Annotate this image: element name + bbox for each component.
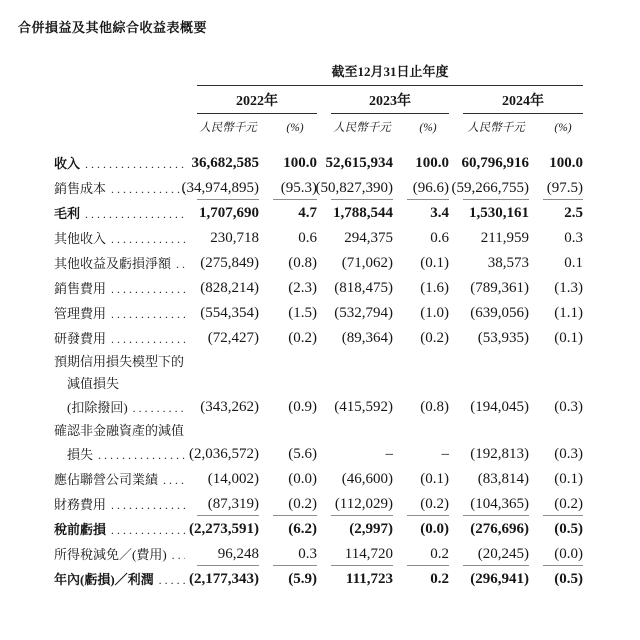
amount-cell [463,230,529,247]
cell-value: (192,813) [470,446,529,462]
cell-value: (14,002) [207,471,259,487]
amount-cell [197,280,259,297]
leader-dots [111,331,185,347]
row-label-cell [54,522,197,538]
cell-value: – [441,446,449,462]
amount-cell [197,305,259,322]
cell-value: (96.6) [412,180,449,196]
cell-value: 211,959 [480,230,529,246]
table-row [54,276,583,301]
amount-cell [331,305,393,322]
cell-value: 1,530,161 [469,205,529,221]
cell-value: 0.3 [298,546,317,562]
table-row [54,301,583,326]
percent-cell [543,330,583,347]
cell-value: (2,273,591) [189,521,259,537]
row-label: 其他收入 [54,230,107,246]
percent-cell [543,521,583,538]
row-label: 研發費用 [54,330,107,346]
amount-cell [331,446,393,463]
row-label-cell [54,497,197,513]
amount-cell [331,496,393,516]
table-row [54,226,583,251]
cell-value: (53,935) [477,330,529,346]
percent-cell [543,546,583,566]
amount-cell [197,496,259,516]
amount-cell [331,255,393,272]
table-row [54,151,583,176]
financial-table [54,64,583,592]
leader-dots [85,156,185,172]
cell-value: (71,062) [341,255,393,271]
percent-cell [273,496,317,516]
amount-cell [463,496,529,516]
leader-dots [111,281,185,297]
row-label-cell [54,331,197,347]
percent-cell [407,399,449,416]
percent-cell [543,571,583,588]
amount-cell [463,205,529,222]
cell-value: (0.1) [554,330,583,346]
amount-cell [463,280,529,297]
amount-cell [463,571,529,588]
row-label: 銷售費用 [54,280,107,296]
amount-cell [191,155,259,172]
cell-value: (0.0) [288,471,317,487]
percent-cell [543,446,583,463]
amount-cell [181,180,259,200]
percent-cell [273,230,317,247]
percent-cell [543,399,583,416]
period-header [197,64,583,86]
amount-cell [197,230,259,247]
cell-value: (0.1) [554,471,583,487]
cell-value: (34,974,895) [181,180,259,196]
row-label: 管理費用 [54,305,107,321]
cell-value: (0.0) [420,521,449,537]
leader-dots [163,472,185,488]
percent-cell [543,255,583,272]
cell-value: 100.0 [415,155,449,171]
percent-cell [407,446,449,463]
percent-cell [273,305,317,322]
cell-value: (2,177,343) [189,571,259,587]
row-label-cell [54,354,583,370]
cell-value: (5.9) [288,571,317,587]
row-label: 稅前虧損 [54,521,107,537]
percent-cell [407,521,449,538]
amount-cell [331,471,393,488]
year-header-row [54,86,583,114]
cell-value: (104,365) [470,496,529,512]
table-row [54,395,583,420]
table-row [54,251,583,276]
leader-dots [111,306,185,322]
percent-cell [407,496,449,516]
amount-cell [189,446,259,463]
row-label-cell [54,306,197,322]
cell-value: 114,720 [344,546,393,562]
cell-value: (0.3) [554,446,583,462]
cell-value: 0.6 [298,230,317,246]
row-label: 所得稅減免／(費用) [54,546,167,562]
cell-value: 294,375 [344,230,393,246]
row-label-cell [54,472,197,488]
cell-value: (276,696) [470,521,529,537]
cell-value: 0.6 [430,230,449,246]
table-row [54,420,583,442]
cell-value: (0.2) [288,330,317,346]
amount-cell [331,280,393,297]
table-row [54,517,583,542]
amount-cell [189,571,259,588]
cell-value: (2,997) [349,521,393,537]
cell-value: (2,036,572) [189,446,259,462]
leader-dots [133,400,185,416]
cell-value: (0.1) [420,255,449,271]
row-label-cell [54,376,583,392]
cell-value: (1.3) [554,280,583,296]
amount-cell [197,255,259,272]
percent-cell [407,471,449,488]
cell-value: 0.2 [430,546,449,562]
cell-value: (6.2) [288,521,317,537]
amount-cell [197,471,259,488]
amount-cell [463,546,529,566]
cell-value: (87,319) [207,496,259,512]
row-label: 財務費用 [54,496,107,512]
amount-cell [331,330,393,347]
cell-value: 52,615,934 [325,155,393,171]
row-label-cell [54,256,197,272]
amount-cell [463,155,529,172]
leader-dots [159,572,185,588]
cell-value: (789,361) [470,280,529,296]
leader-dots [111,231,185,247]
table-row [54,442,583,467]
amount-cell [331,521,393,538]
percent-header-2022: (%) [286,122,304,134]
percent-cell [543,230,583,247]
cell-value: (0.2) [554,496,583,512]
percent-cell [543,155,583,172]
cell-value: (89,364) [341,330,393,346]
percent-header-2024: (%) [554,122,572,134]
percent-cell [543,280,583,297]
table-row [54,492,583,517]
cell-value: – [385,446,393,462]
percent-cell [407,305,449,322]
amount-cell [463,399,529,416]
percent-cell [407,255,449,272]
cell-value: 100.0 [283,155,317,171]
amount-cell [331,230,393,247]
amount-cell [331,205,393,222]
amount-cell [325,155,393,172]
year-header-2022: 2022年 [197,86,317,114]
percent-cell [543,471,583,488]
amount-cell [331,571,393,588]
row-label: 確認非金融資產的減值 [54,423,185,438]
cell-value: (554,354) [200,305,259,321]
percent-cell [543,180,583,200]
table-row [54,567,583,592]
cell-value: (639,056) [470,305,529,321]
cell-value: 111,723 [345,571,393,587]
period-header-label: 截至12月31日止年度 [331,64,449,79]
table-body [54,151,583,592]
amount-cell [463,446,529,463]
cell-value: 3.4 [430,205,449,221]
table-row [54,351,583,373]
leader-dots [111,522,185,538]
cell-value: (0.9) [288,399,317,415]
row-label: 預期信用損失模型下的 [54,354,185,369]
cell-value: (1.0) [420,305,449,321]
percent-cell [273,521,317,538]
cell-value: (0.8) [420,399,449,415]
amount-cell [463,471,529,488]
cell-value: (0.2) [288,496,317,512]
row-label: 損失 [67,446,94,462]
row-label: (扣除撥回) [67,399,128,415]
amount-cell [331,546,393,566]
percent-cell [273,546,317,566]
cell-value: (415,592) [334,399,393,415]
year-header-2024: 2024年 [463,86,583,114]
row-label-cell [54,231,197,247]
cell-value: 0.2 [430,571,449,587]
table-row [54,326,583,351]
row-label: 減值損失 [67,376,120,391]
amount-cell [197,205,259,222]
percent-cell [273,180,317,200]
percent-cell [407,205,449,222]
table-row [54,176,583,201]
cell-value: 230,718 [210,230,259,246]
period-header-row [54,64,583,86]
cell-value: 1,788,544 [333,205,393,221]
cell-value: (50,827,390) [315,180,393,196]
percent-cell [407,571,449,588]
percent-cell [543,205,583,222]
cell-value: (2.3) [288,280,317,296]
cell-value: 1,707,690 [199,205,259,221]
percent-cell [273,330,317,347]
page-title: 合併損益及其他綜合收益表概要 [18,20,208,35]
row-label-cell [54,400,197,416]
cell-value: 36,682,585 [191,155,259,171]
unit-header-2022: 人民幣千元 [199,122,257,134]
leader-dots [111,497,185,513]
percent-cell [543,305,583,322]
cell-value: 60,796,916 [461,155,529,171]
cell-value: 100.0 [549,155,583,171]
percent-cell [273,471,317,488]
row-label: 收入 [54,155,81,171]
amount-cell [197,330,259,347]
row-label: 年內(虧損)／利潤 [54,571,154,587]
cell-value: (20,245) [477,546,529,562]
cell-value: (194,045) [470,399,529,415]
cell-value: (46,600) [341,471,393,487]
row-label-cell [54,181,197,197]
table-row [54,373,583,395]
amount-cell [189,521,259,538]
table-row [54,201,583,226]
cell-value: (0.5) [554,571,583,587]
percent-cell [273,255,317,272]
unit-header-2023: 人民幣千元 [333,122,391,134]
row-label-cell [54,281,197,297]
cell-value: (83,814) [477,471,529,487]
units-header-row [54,114,583,136]
cell-value: (0.2) [420,496,449,512]
cell-value: (0.2) [420,330,449,346]
row-label-cell [54,572,197,588]
cell-value: (275,849) [200,255,259,271]
cell-value: (296,941) [470,571,529,587]
unit-header-2024: 人民幣千元 [467,122,525,134]
percent-cell [273,205,317,222]
percent-cell [407,230,449,247]
cell-value: (1.6) [420,280,449,296]
percent-cell [273,571,317,588]
cell-value: (59,266,755) [451,180,529,196]
cell-value: (343,262) [200,399,259,415]
cell-value: (72,427) [207,330,259,346]
amount-cell [451,180,529,200]
cell-value: (828,214) [200,280,259,296]
cell-value: 0.1 [564,255,583,271]
leader-dots [111,181,185,197]
row-label: 應佔聯營公司業績 [54,471,159,487]
cell-value: 96,248 [217,546,259,562]
cell-value: (5.6) [288,446,317,462]
leader-dots [176,256,185,272]
cell-value: (97.5) [546,180,583,196]
leader-dots [85,206,185,222]
amount-cell [463,305,529,322]
cell-value: (0.0) [554,546,583,562]
cell-value: 2.5 [564,205,583,221]
cell-value: (1.1) [554,305,583,321]
amount-cell [315,180,393,200]
document-page [0,20,640,592]
cell-value: (95.3) [280,180,317,196]
percent-cell [407,546,449,566]
percent-cell [407,280,449,297]
table-row [54,542,583,567]
percent-cell [407,155,449,172]
row-label-cell [54,447,197,463]
row-label-cell [54,423,583,439]
row-label: 銷售成本 [54,180,107,196]
percent-cell [543,496,583,516]
percent-cell [273,155,317,172]
cell-value: (1.5) [288,305,317,321]
leader-dots [98,447,185,463]
year-header-2023: 2023年 [331,86,449,114]
cell-value: (112,029) [334,496,393,512]
leader-dots [172,547,185,563]
cell-value: (0.3) [554,399,583,415]
cell-value: (0.8) [288,255,317,271]
cell-value: (0.5) [554,521,583,537]
row-label-cell [54,206,197,222]
percent-cell [273,446,317,463]
cell-value: (532,794) [334,305,393,321]
amount-cell [331,399,393,416]
amount-cell [463,255,529,272]
amount-cell [463,521,529,538]
percent-cell [407,180,449,200]
row-label: 其他收益及虧損淨額 [54,255,172,271]
amount-cell [197,546,259,566]
percent-cell [273,399,317,416]
cell-value: 0.3 [564,230,583,246]
row-label-cell [54,547,197,563]
table-row [54,467,583,492]
cell-value: 4.7 [298,205,317,221]
row-label: 毛利 [54,205,81,221]
cell-value: (0.1) [420,471,449,487]
percent-header-2023: (%) [419,122,437,134]
row-label-cell [54,156,197,172]
percent-cell [407,330,449,347]
amount-cell [463,330,529,347]
cell-value: 38,573 [487,255,529,271]
cell-value: (818,475) [334,280,393,296]
percent-cell [273,280,317,297]
amount-cell [197,399,259,416]
